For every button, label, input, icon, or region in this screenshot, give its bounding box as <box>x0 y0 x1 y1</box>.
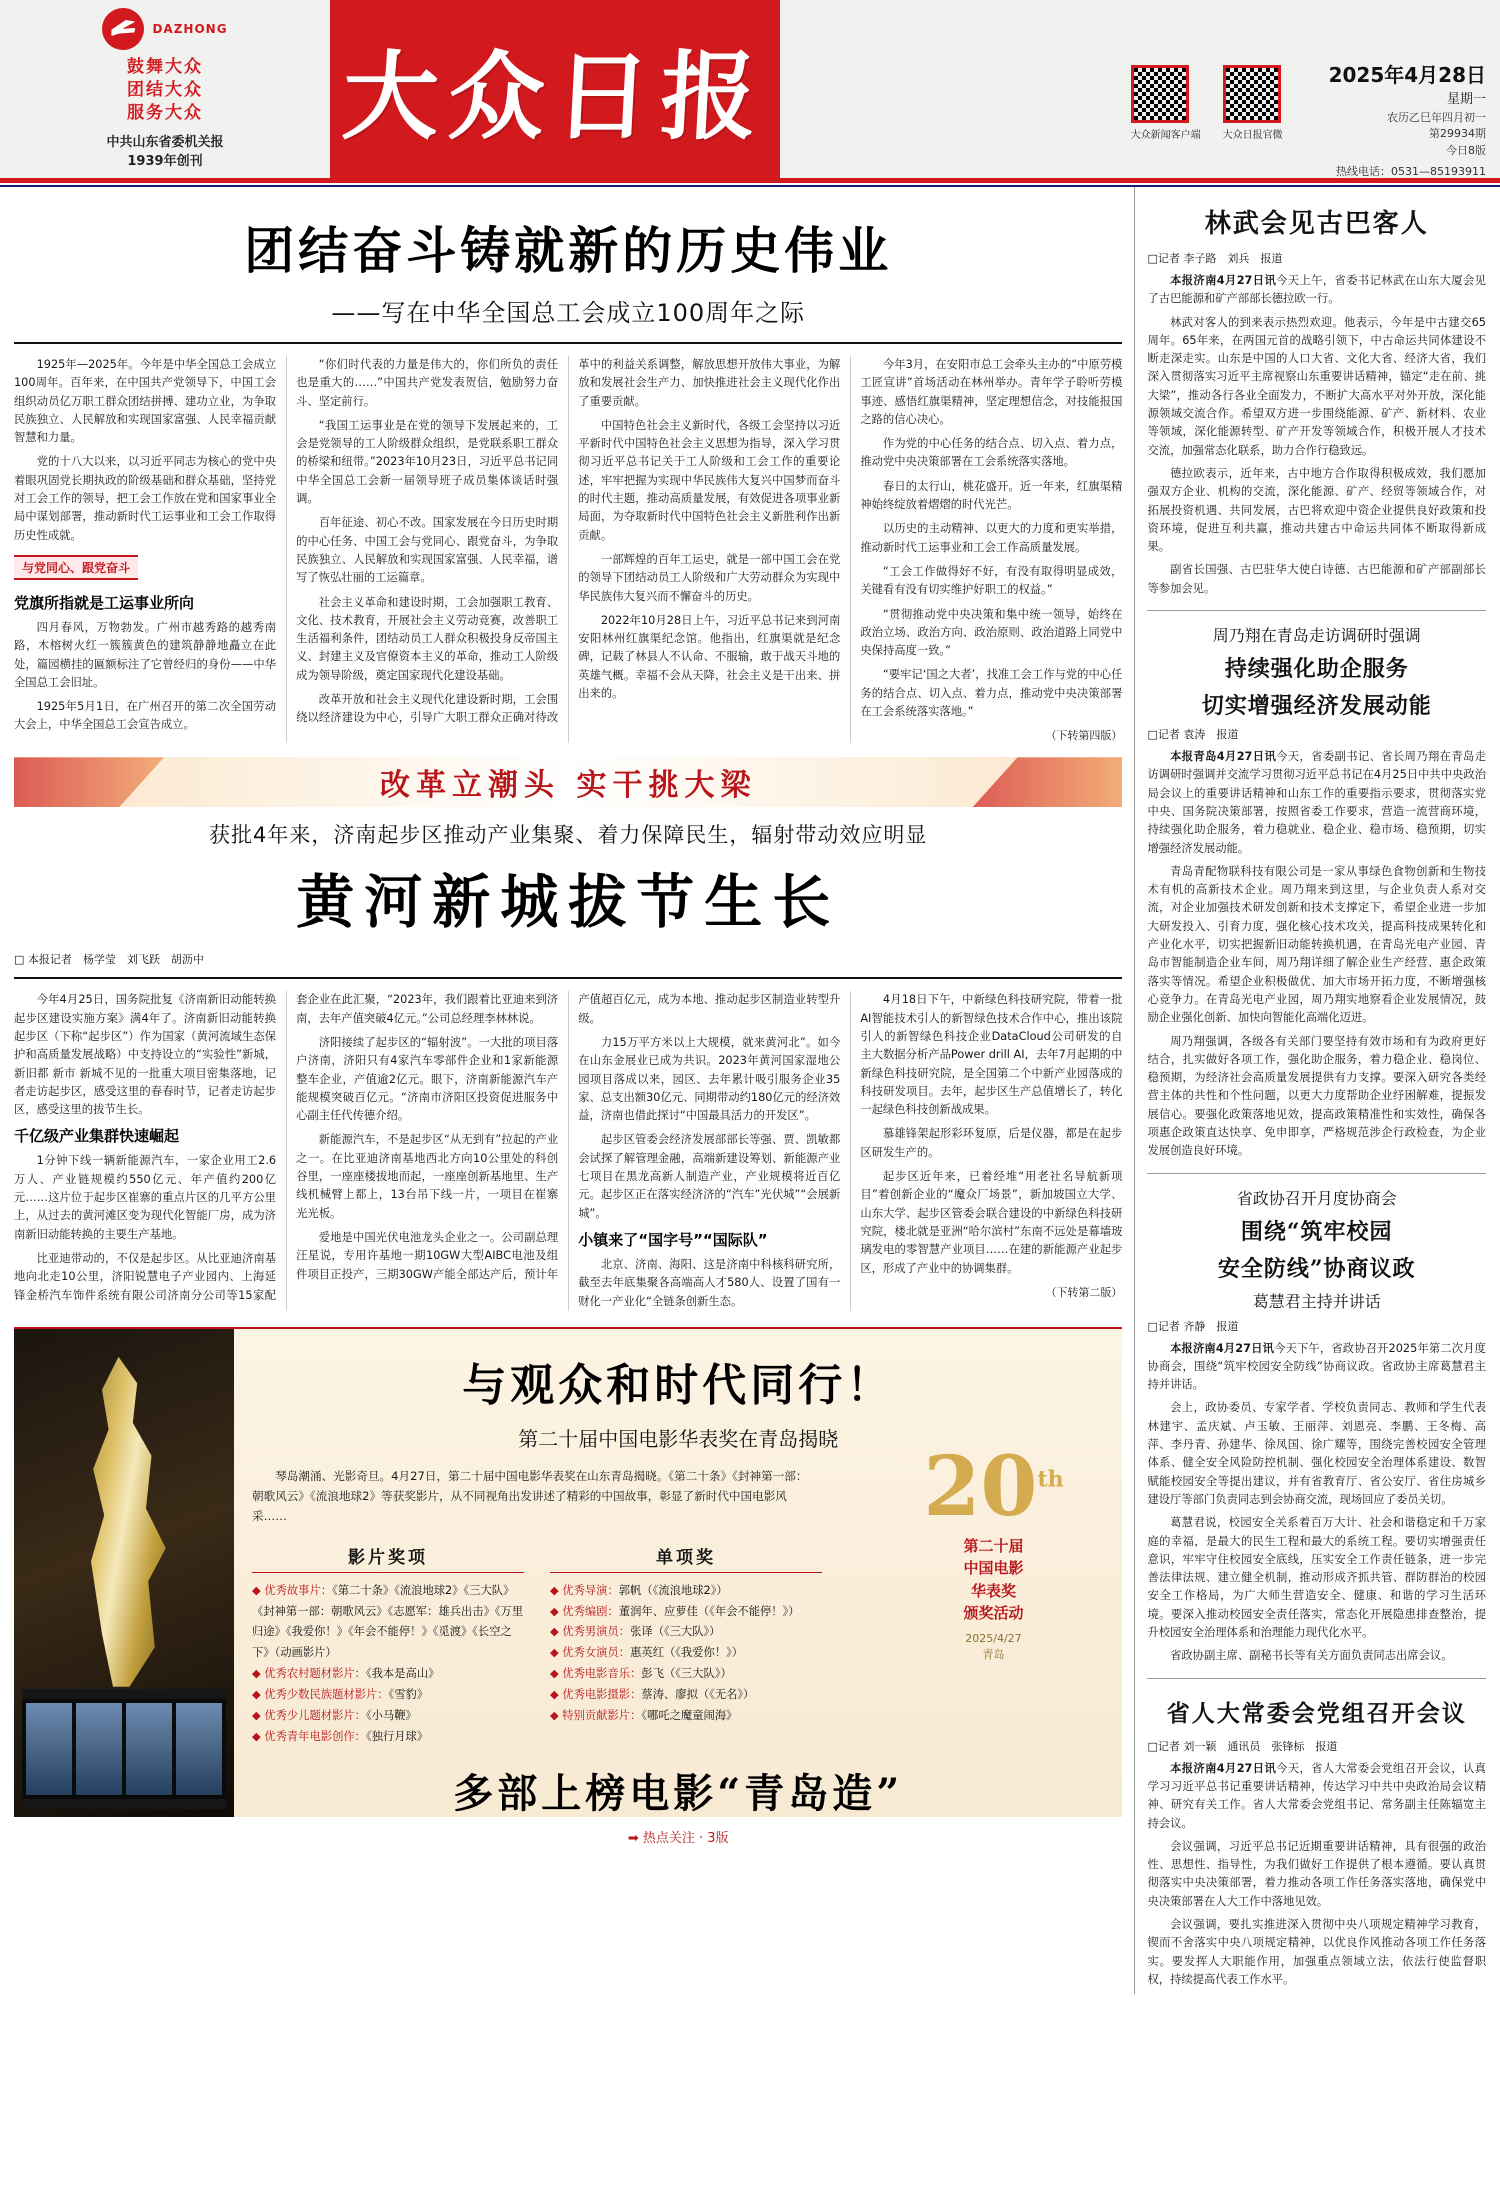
award-item: ◆ 优秀女演员：惠英红（《我爱你！》） <box>550 1646 744 1660</box>
emblem-line: 颁奖活动 <box>963 1604 1024 1623</box>
award-prize: 特别贡献影片 <box>562 1708 631 1722</box>
feature-subheadline: 第二十届中国电影华表奖在青岛揭晓 <box>518 1426 839 1451</box>
masthead-rule-red <box>0 178 1500 183</box>
huabiao-statue-icon <box>69 1357 179 1687</box>
emblem-line: 第二十届 <box>963 1536 1024 1555</box>
award-value: 蔡涛、廖拟（《无名》） <box>641 1688 755 1702</box>
right-article-renda <box>1147 1695 1486 1990</box>
article-subtitle: 葛慧君主持并讲话 <box>1252 1291 1381 1311</box>
lead-story <box>14 211 1122 743</box>
lead-headline: 团结奋斗铸就新的历史伟业 <box>244 221 893 280</box>
publisher-line-1: 中共山东省委机关报 <box>106 134 224 150</box>
award-value: 《独行月球》 <box>365 1729 429 1743</box>
award-prize: 优秀电影音乐 <box>562 1667 631 1681</box>
issue-weekday: 星期一 <box>1446 92 1486 107</box>
logo-text: DAZHONG <box>152 22 228 36</box>
paragraph: 1分钟下线一辆新能源汽车，一家企业用工2.6万人、产业链规模约550亿元、年产值约200亿元……这片位于起步区崔寨的重点片区的几平方公里上，从过去的黄河滩区变为现代化智能厂房，成为济南新旧动能转换的主要生产基地。 <box>14 1154 277 1241</box>
emblem-lines <box>888 1535 1098 1625</box>
paragraph: 社会主义革命和建设时期，工会加强职工教育、文化、技术教育，开展社会主义劳动竞赛，改善职工生活福利条件，团结动员工人群众积极投身反帝国主义、封建主义及官僚资本主义的革命，推动工人阶级成为领导阶级，奠定国家现代化建设基础。 <box>296 595 559 682</box>
award-prize: 优秀编剧 <box>562 1604 608 1618</box>
paragraph: 北京、济南、海阳、这是济南中科核科研究所，截至去年底集聚各高端高人才580人、设置了国有一财化一产业化“全链条创新生态。 <box>578 1257 841 1308</box>
slogan-line-3: 服务大众 <box>127 102 203 123</box>
paragraph: 省政协副主席、副秘书长等有关方面负责同志出席会议。 <box>1170 1649 1453 1663</box>
filmstrip-icon <box>22 1689 226 1809</box>
paragraph-text: 今天下午，省政协召开2025年第二次月度协商会，围绕“筑牢校园安全防线”协商议政。省政协主席葛慧君主持并讲话。 <box>1147 1341 1486 1392</box>
paragraph: “贯彻推动党中央决策和集中统一领导，始终在政治立场、政治方向、政治原则、政治道路上同党中央保持高度一致。” <box>860 607 1123 658</box>
award-column-films <box>252 1543 524 1748</box>
qr-caption: 大众日报官微 <box>1222 130 1283 141</box>
award-value: 《哪吒之魔童闹海》 <box>641 1708 738 1722</box>
paragraph: 今年4月25日，国务院批复《济南新旧动能转换起步区建设实施方案》满4年了。济南新旧动能转换起步区（下称“起步区”）作为国家（黄河流域生态保护和高质量发展战略）中支持设立的“实验性”新城，新旧都 新市 新城不见的一批重大项目密集落地，记者走访起步区，感受这里的春春时节，记者走访起步区，感受这里的拔节生长。 <box>14 993 277 1117</box>
article-kicker: 周乃翔在青岛走访调研时强调 <box>1212 626 1421 646</box>
masthead-center <box>330 0 780 178</box>
issue-info <box>1329 60 1486 181</box>
award-column-individual <box>550 1543 822 1748</box>
article-headline: 林武会见古巴客人 <box>1204 209 1429 239</box>
article-byline <box>1147 1738 1486 1754</box>
publisher-info <box>106 133 223 172</box>
award-item: ◆ 优秀少数民族题材影片：《雪豹》 <box>252 1688 429 1702</box>
award-item: ◆ 特别贡献影片：《哪吒之魔童闹海》 <box>550 1708 738 1722</box>
paragraph: 葛慧君说，校园安全关系着百万大计、社会和谐稳定和千万家庭的幸福，是最大的民生工程和最大的系统工程。要切实增强责任意识，牢牢守住校园安全底线，压实安全工作责任链条，进一步完善法律法规、建立健全机制，推动形成齐抓共管、群防群治的校园安全工作格局，为广大师生营造安全、健康、和谐的学习生活环境。要深入推动校园安全责任落实，常态化开展隐患排查整治，提升校园安全治理体系和治理能力现代化水平。 <box>1147 1516 1486 1640</box>
award-item: ◆ 优秀男演员：张译（《三大队》） <box>550 1625 721 1639</box>
award-emblem <box>888 1438 1098 1664</box>
dateline: 本报济南4月27日讯 <box>1170 1341 1275 1355</box>
dateline: 本报济南4月27日讯 <box>1170 274 1277 287</box>
article-headline-line-1: 围绕“筑牢校园 <box>1240 1218 1393 1245</box>
byline-mark: □记者 <box>1147 252 1180 265</box>
paragraph: 1925年5月1日，在广州召开的第二次全国劳动大会上，中华全国总工会宣告成立。 <box>14 700 277 732</box>
award-item: ◆ 优秀少儿题材影片：《小马鞭》 <box>252 1708 417 1722</box>
paragraph: 副省长国强、古巴驻华大使白诗德、古巴能源和矿产部副部长等参加会见。 <box>1147 563 1486 595</box>
feature-more-link[interactable]: ➡ 热点关注 · 3版 <box>627 1830 729 1846</box>
right-zone <box>1134 187 1486 1994</box>
jump-note: （下转第四版） <box>1045 729 1123 743</box>
paragraph: 会议强调，要扎实推进深入贯彻中央八项规定精神学习教育，锲而不舍落实中央八项规定精神，以优良作风推动各项工作任务落实。要发挥人大职能作用，加强重点领域立法，依法行使监督职权，持续提高代表工作水平。 <box>1147 1918 1486 1986</box>
paragraph: “要牢记‘国之大者’，找准工会工作与党的中心任务的结合点、切入点、着力点，推动党中央决策部署在工会系统落实落地。” <box>860 668 1123 719</box>
paragraph: 慕雄锋架起形彩环复原，后是仪器，都是在起步区研发生产的。 <box>860 1127 1123 1159</box>
divider <box>1147 610 1486 611</box>
award-item: ◆ 优秀农村题材影片：《我本是高山》 <box>252 1667 440 1681</box>
secondary-subhead-1: 千亿级产业集群快速崛起 <box>14 1127 180 1146</box>
paragraph: 林武对客人的到来表示热烈欢迎。他表示，今年是中古建交65周年。65年来，在两国元首的战略引领下，中古命运共同体建设不断走深走实。山东是中国的人口大省、文化大省、经济大省，我们深入贯彻落实习近平主席视察山东重要讲话精神，锚定“走在前、挑大梁”，推动各行各业全面发力，不断扩大高水平对外开放，深化能源领域交流合作。希望双方进一步围绕能源、矿产、新材料、农业等领域，深化能源转型、矿产开发等领域合作，积极开展人才技术交流，加强常态化联系，助力合作行稳致远。 <box>1147 315 1486 457</box>
byline-names: 李子路 刘兵 报道 <box>1183 252 1283 265</box>
byline-names: 本报记者 杨学莹 刘飞跃 胡沥中 <box>27 953 204 967</box>
article-headline-line-2: 安全防线”协商议政 <box>1217 1255 1416 1282</box>
paragraph: 4月18日下午，中新绿色科技研究院，带着一批AI智能技术引人的新智绿色技术合作中心，推出该院引人的新智绿色科技企业DataCloud公司研发的自主大数据分析产品Power drill AI，去年7月起期的中新绿色科技研究院，是全国第二个中新产业园落成的科技研发项目。去年，起步区生产总值增长了，转化一起绿色科技创新战成果。 <box>860 993 1123 1117</box>
award-heading: 影片奖项 <box>252 1543 524 1573</box>
paragraph: 党的十八大以来，以习近平同志为核心的党中央着眼巩固党长期执政的阶级基础和群众基础，坚持党对工会工作的领导，把工会工作放在党和国家事业全局中谋划部署，推动新时代工运事业和工会工作取得历史性成就。 <box>14 455 277 542</box>
divider <box>1147 1173 1486 1174</box>
paragraph: 百年征途、初心不改。国家发展在今日历史时期的中心任务、中国工会与党同心、跟党奋斗，为争取民族独立、人民解放和实现国家富强、人民幸福，谱写了恢弘壮丽的工运篇章。 <box>296 516 559 585</box>
byline-names: 齐静 报道 <box>1183 1319 1239 1333</box>
award-item: ◆ 优秀电影摄影：蔡涛、廖拟（《无名》） <box>550 1688 755 1702</box>
award-prize: 优秀少儿题材影片 <box>264 1708 355 1722</box>
issue-lunar: 农历乙巳年四月初一 <box>1387 110 1486 124</box>
feature-body <box>234 1329 1122 1846</box>
right-article-linwu <box>1147 203 1486 598</box>
slogan <box>127 56 203 125</box>
emblem-number <box>888 1438 1098 1535</box>
paragraph: 济阳接续了起步区的“辐射波”。一大批的项目落户济南，济阳只有4家汽车零部件企业和1家新能源整车企业，产值逾2亿元。眼下，济南新能源汽车产能规模突破百亿元。“济南市济阳区投资促进服务中心副主任代传德介绍。 <box>296 1035 559 1123</box>
award-item: ◆ 优秀编剧：董润年、应萝佳（《年会不能停！》） <box>550 1604 800 1618</box>
paragraph: “我国工运事业是在党的领导下发展起来的，工会是党领导的工人阶级群众组织，是党联系职工群众的桥梁和纽带。”2023年10月23日，习近平总书记同中华全国总工会新一届领导班子成员集体谈话时强调。 <box>296 418 559 506</box>
feature-story <box>14 1327 1122 1846</box>
paragraph: 中国特色社会主义新时代，各级工会坚持以习近平新时代中国特色社会主义思想为指导，深入学习贯彻习近平总书记关于工人阶级和工会工作的重要论述，牢牢把握为实现中华民族伟大复兴中国梦而奋斗的时代主题，推动高质量发展，有效促进各项事业新局面，为夺取新时代中国特色社会主义新胜利作出新贡献。 <box>578 418 841 542</box>
qr-code-icon[interactable] <box>1131 65 1189 123</box>
publisher-line-2: 1939年创刊 <box>127 154 203 170</box>
byline-names: 袁涛 报道 <box>1183 728 1239 742</box>
award-prize: 优秀农村题材影片 <box>264 1667 355 1681</box>
paragraph: 德拉欧表示，近年来，古中地方合作取得积极成效，我们愿加强双方企业、机构的交流，深化能源、矿产、经贸等领域合作，对拓展投资机遇、共同发展，古巴将欢迎中资企业提供良好政策和投资环境，促进互利共赢，推动共建古中命运共同体不断取得新成果。 <box>1147 466 1486 554</box>
secondary-body <box>14 991 1122 1310</box>
paragraph: 青岛青配物联科技有限公司是一家从事绿色食物创新和生物技术有机的高新技术企业。周乃翔来到这里，与企业负责人系对交流，对企业加强技术研发创新和技术支撑定下，希望企业进一步加大研发投入、引育力度，强化核心技术攻关，提高科技成果转化和产业化水平，切实把握新旧动能转换机遇，在青岛光电产业园、青岛市智能制造企业车间，周乃翔详细了解企业生产经营、惠企政策落实等情况。希望企业积极做优、加大市场开拓力度，不断增强核心竞争力。在青岛光电产业园，周乃翔实地察看企业发展情况，鼓励企业强化创新、加快向智能化高端化迈进。 <box>1147 864 1486 1025</box>
emblem-place: 青岛 <box>982 1648 1005 1662</box>
qr-item-app[interactable] <box>1131 65 1201 141</box>
award-value: 《第二十条》《流浪地球2》《三大队》《封神第一部：朝歌风云》《志愿军：雄兵出击》《万里归途》《我爱你！》《年会不能停！》《觅渡》《长空之下》（动画影片） <box>252 1583 524 1660</box>
paragraph: “工会工作做得好不好，有没有取得明显成效，关键看有没有切实维护好职工的权益。” <box>860 564 1123 597</box>
feature-bottom-headline: 多部上榜电影“青岛造” <box>453 1769 904 1817</box>
award-value: 《小马鞭》 <box>365 1708 417 1722</box>
award-lists <box>252 1543 822 1748</box>
paragraph: 改革开放和社会主义现代化建设新时期，工会围绕以经济建设为中心，引导广大职工群众正确对待改革中的利益关系调整，解放思想开放伟大事业，为解放和发展社会生产力、加快推进社会主义现代化作出了重要贡献。 <box>296 358 841 725</box>
article-headline-line-1: 持续强化助企服务 <box>1224 656 1409 683</box>
paragraph: 2022年10月28日上午，习近平总书记来到河南安阳林州红旗渠纪念馆。他指出，红旗渠就是纪念碑，记载了林县人不认命、不服输，敢于战天斗地的英雄气概。幸福不会从天降，社会主义是干出来、拼出来的。 <box>578 613 841 701</box>
lead-body <box>14 356 1122 743</box>
paragraph <box>1147 1760 1486 1833</box>
divider <box>14 342 1122 344</box>
paragraph-text: 今天上午，省委书记林武在山东大厦会见了古巴能源和矿产部部长德拉欧一行。 <box>1147 274 1486 306</box>
award-item: ◆ 优秀故事片：《第二十条》《流浪地球2》《三大队》《封神第一部：朝歌风云》《志愿军：雄兵出击》《万里归途》《我爱你！》《年会不能停！》《觅渡》《长空之下》（动画影片） <box>252 1583 524 1660</box>
masthead-right <box>780 0 1500 178</box>
award-item: ◆ 优秀青年电影创作：《独行月球》 <box>252 1729 429 1743</box>
emblem-ordinal: th <box>1037 1466 1064 1493</box>
feature-lead: 琴岛潮涌、光影奇旦。4月27日，第二十届中国电影华表奖在山东青岛揭晓。《第二十条》《封神第一部：朝歌风云》《流浪地球2》等获奖影片，从不同视角出发讲述了精彩的中国故事，彰显了新时代中国电影风采…… <box>252 1468 808 1524</box>
article-kicker: 省政协召开月度协商会 <box>1236 1188 1397 1208</box>
award-value: 董润年、应萝佳（《年会不能停！》） <box>618 1604 800 1618</box>
award-prize: 优秀青年电影创作 <box>264 1729 355 1743</box>
secondary-kicker: 获批4年来，济南起步区推动产业集聚、着力保障民生，辐射带动效应明显 <box>209 823 928 848</box>
emblem-meta <box>888 1631 1098 1664</box>
banner-text: 改革立潮头 实干挑大梁 <box>380 768 757 804</box>
secondary-story <box>14 819 1122 1310</box>
qr-code-icon[interactable] <box>1223 65 1281 123</box>
paragraph: 春日的太行山，桃花盛开。近一年来，红旗渠精神始终绽放着熠熠的时代光芒。 <box>860 479 1123 512</box>
article-byline <box>1147 1318 1486 1334</box>
paragraph: 会议强调，习近平总书记近期重要讲话精神，具有很强的政治性、思想性、指导性，为我们做好工作提供了根本遵循。要认真贯彻落实中央决策部署，着力推动各项工作任务落实落地，确保党中央决策部署在人大工作中落地见效。 <box>1147 1839 1486 1908</box>
paragraph <box>1147 1340 1486 1395</box>
paragraph: 作为党的中心任务的结合点、切入点、着力点，推动党中央决策部署在工会系统落实落地。 <box>860 437 1123 469</box>
paragraph: 1925年—2025年。今年是中华全国总工会成立100周年。百年来，在中国共产党领导下，中国工会组织动员亿万职工群众团结拼搏、建功立业，为争取民族独立、人民解放和实现国家富强、人民幸福贡献智慧和力量。 <box>14 358 277 445</box>
page-content <box>0 187 1500 1994</box>
byline-mark: □记者 <box>1147 728 1180 742</box>
divider <box>14 977 1122 979</box>
award-value: 《我本是高山》 <box>365 1667 440 1681</box>
paragraph: 四月春风，万物勃发。广州市越秀路的越秀南路，木榕树火红一簇簇黄色的建筑静静地矗立在此处，篇园横挂的匾额标注了它曾经归的身份——中华全国总工会旧址。 <box>14 620 277 689</box>
logo-row <box>102 8 227 50</box>
divider <box>1147 1678 1486 1679</box>
qr-code-group <box>1131 65 1283 141</box>
paragraph <box>1147 272 1486 309</box>
paragraph: 周乃翔强调，各级各有关部门要坚持有效市场和有为政府更好结合，扎实做好各项工作，强化助企服务，着力稳企业、稳岗位、稳预期，为经济社会高质量发展提供有力支撑。要深入研究各类经营主体的共性和个性问题，以更大力度帮助企业纾困解难，提振发展信心。要强化政策落地见效，提高政策精准性和实效性，确保各项惠企政策直达快享、免申即享，严格规范涉企行政检查，为企业发展创造良好环境。 <box>1147 1034 1486 1158</box>
paragraph-text: 今天，省人大常委会党组召开会议，认真学习习近平总书记重要讲话精神，传达学习中共中央政治局会议精神、研究有关工作。省人大常委会党组书记、常务副主任陈辐宽主持会议。 <box>1147 1761 1486 1830</box>
award-prize: 优秀男演员 <box>562 1625 619 1639</box>
paragraph: 新能源汽车，不是起步区“从无到有”拉起的产业之一。在比亚迪济南基地西北方向10公里处的科创谷里，一座座楼拔地而起，一座座创新基地里、生产线机械臂上都上，13台吊下线一片，一项目在崔寨光光板。 <box>296 1133 559 1220</box>
emblem-number-value: 20 <box>923 1438 1038 1535</box>
award-value: 张译（《三大队》） <box>630 1625 721 1639</box>
secondary-headline: 黄河新城拔节生长 <box>296 868 841 937</box>
secondary-byline <box>14 951 1122 967</box>
award-item: ◆ 优秀导演：郭帆（《流浪地球2》） <box>550 1583 728 1597</box>
emblem-date: 2025/4/27 <box>965 1631 1022 1645</box>
jump-note: （下转第二版） <box>1045 1285 1123 1299</box>
dateline: 本报济南4月27日讯 <box>1170 1761 1277 1775</box>
main-columns <box>14 187 1486 1994</box>
paragraph: 比亚迪带动的，不仅是起步区。从比亚迪济南基地向北走10公里，济阳锐慧电子产业园内、上海延锋金桥汽车饰件系统有限公司济南分公司等15家配套企业在此汇聚，“2023年，我们跟着比亚迪来到济南，去年产值突破4亿元。”公司总经理李林林说。 <box>14 993 559 1302</box>
paragraph: 力15万平方米以上大规模，就来黄河北”。如今在山东金展业已成为共识。2023年黄河国家湿地公园项目落成以来，园区、去年累计吸引服务企业35家、总支出额30亿元、同期带动约180亿元的经济效益，济南也借此探讨“中国最具活力的开发区”。 <box>578 1035 841 1123</box>
emblem-line: 中国电影 <box>963 1559 1024 1578</box>
feature-headline: 与观众和时代同行！ <box>462 1359 895 1411</box>
slogan-line-1: 鼓舞大众 <box>127 57 203 77</box>
masthead <box>0 0 1500 178</box>
article-byline <box>1147 726 1486 742</box>
paragraph: 以历史的主动精神、以更大的力度和更实举措，推动新时代工运事业和工会工作高质量发展。 <box>860 522 1123 554</box>
paragraph-text: 今天，省委副书记、省长周乃翔在青岛走访调研时强调并交流学习贯彻习近平总书记在4月25日中共中央政治局会议上的重要讲话精神和山东工作的重要指示要求，贯彻落实党中央、国务院决策部署，按照省委工作要求，营造一流营商环境，持续强化助企服务，着力稳就业、稳企业、稳市场、稳预期，切实增强经济发展动能。 <box>1147 750 1486 855</box>
right-article-zhengxie <box>1147 1186 1486 1666</box>
secondary-subhead-2: 小镇来了“国字号”“国际队” <box>578 1230 768 1249</box>
newspaper-title: 大众日报 <box>339 39 770 153</box>
masthead-left <box>0 0 330 178</box>
feature-image <box>14 1329 234 1817</box>
qr-caption: 大众新闻客户端 <box>1130 130 1201 141</box>
hotline: 热线电话：0531—85193911 <box>1336 165 1486 178</box>
paragraph <box>1147 748 1486 858</box>
paragraph: 一部辉煌的百年工运史，就是一部中国工会在党的领导下团结动员工人阶级和广大劳动群众为实现中华民族伟大复兴而不懈奋斗的历史。 <box>578 552 841 603</box>
award-prize: 优秀电影摄影 <box>562 1688 631 1702</box>
award-item: ◆ 优秀电影音乐：彭飞（《三大队》） <box>550 1667 732 1681</box>
byline-mark: □ <box>14 953 25 967</box>
paragraph: 爱地是中国光伏电池龙头企业之一。公司副总理汪星说，专用许基地一期10GW大型AIBC电池及组件项目正投产，三期30GW产能全部达产后，预计年产值超百亿元，成为本地、推动起步区制造业转型升级。 <box>296 993 841 1281</box>
award-value: 郭帆（《流浪地球2》） <box>618 1583 728 1597</box>
award-prize: 优秀少数民族题材影片 <box>264 1688 378 1702</box>
qr-item-weibo[interactable] <box>1223 65 1283 141</box>
article-byline <box>1147 250 1486 266</box>
issue-number: 第29934期 <box>1429 127 1486 140</box>
left-zone <box>14 187 1122 1994</box>
paragraph: “你们时代表的力量是伟大的，你们所负的责任也是重大的……”中国共产党发表贺信，勉励努力奋斗、坚定前行。 <box>296 358 559 408</box>
section-badge: 与党同心、跟党奋斗 <box>14 555 138 580</box>
award-value: 彭飞（《三大队》） <box>641 1667 732 1681</box>
article-headline: 省人大常委会党组召开会议 <box>1166 1699 1467 1727</box>
byline-mark: □记者 <box>1147 1739 1180 1753</box>
award-value: 惠英红（《我爱你！》） <box>630 1646 744 1660</box>
award-prize: 优秀女演员 <box>562 1646 619 1660</box>
issue-pages: 今日8版 <box>1446 143 1486 157</box>
byline-mark: □记者 <box>1147 1319 1180 1333</box>
paragraph: 起步区管委会经济发展部部长等强、贾、凯敏都会试探了解管理金融，高端新建设筹划、新能源产业七项目在黑龙高新人制造产业，产业规模将近百亿元。起步区正在落实经济济的“汽车”光伏城”“会展新城”。 <box>578 1133 841 1220</box>
lead-subhead: 党旗所指就是工运事业所向 <box>14 593 195 612</box>
dazhong-logo-icon <box>102 8 144 50</box>
lead-subheadline: ——写在中华全国总工会成立100周年之际 <box>331 299 806 327</box>
award-prize: 优秀故事片 <box>264 1583 321 1597</box>
award-heading: 单项奖 <box>550 1543 822 1573</box>
slogan-line-2: 团结大众 <box>127 79 203 100</box>
byline-names: 刘一颖 通讯员 张锋标 报道 <box>1183 1739 1338 1753</box>
award-prize: 优秀导演 <box>562 1583 608 1597</box>
award-value: 《雪豹》 <box>388 1688 429 1702</box>
right-article-zhounaixiang <box>1147 623 1486 1161</box>
paragraph: 今年3月，在安阳市总工会牵头主办的“中原劳模工匠宣讲”首场活动在林州举办。青年学子聆听劳模事迹、感悟红旗渠精神，坚定理想信念，对技能报国之路的信心决心。 <box>860 358 1123 426</box>
paragraph: 起步区近年来，已着经堆“用老社名导航新项目”着创新企业的“魔众厂场景”，新加坡国立大学、山东大学、起步区管委会联合建设的中新绿色科技研究院，楼北就是亚洲“哈尔滨村”东南不远处是幕墙玻璃发电的零智慧产业项目……在建的新能源产业起步区，形成了产业中的协调集群。 <box>860 1170 1123 1275</box>
paragraph: 会上，政协委员、专家学者、学校负责同志、教师和学生代表林建宇、孟庆斌、卢玉敏、王丽萍、刘恩亮、李鹏、王冬梅、高萍、李丹青、孙建华、徐凤国、徐广耀等，围绕完善校园安全管理体系、健全安全风险防控机制、强化校园安全治理体系建设、数智赋能校园安全等提出建议，并有省教育厅、省公安厅、省住房城乡建设厅等部门负责同志到会协商交流，现场回应了委员关切。 <box>1147 1401 1486 1506</box>
dateline: 本报青岛4月27日讯 <box>1170 750 1277 764</box>
article-headline-line-2: 切实增强经济发展动能 <box>1201 693 1432 720</box>
section-banner <box>14 757 1122 807</box>
issue-date: 2025年4月28日 <box>1328 63 1486 87</box>
emblem-line: 华表奖 <box>970 1581 1016 1600</box>
